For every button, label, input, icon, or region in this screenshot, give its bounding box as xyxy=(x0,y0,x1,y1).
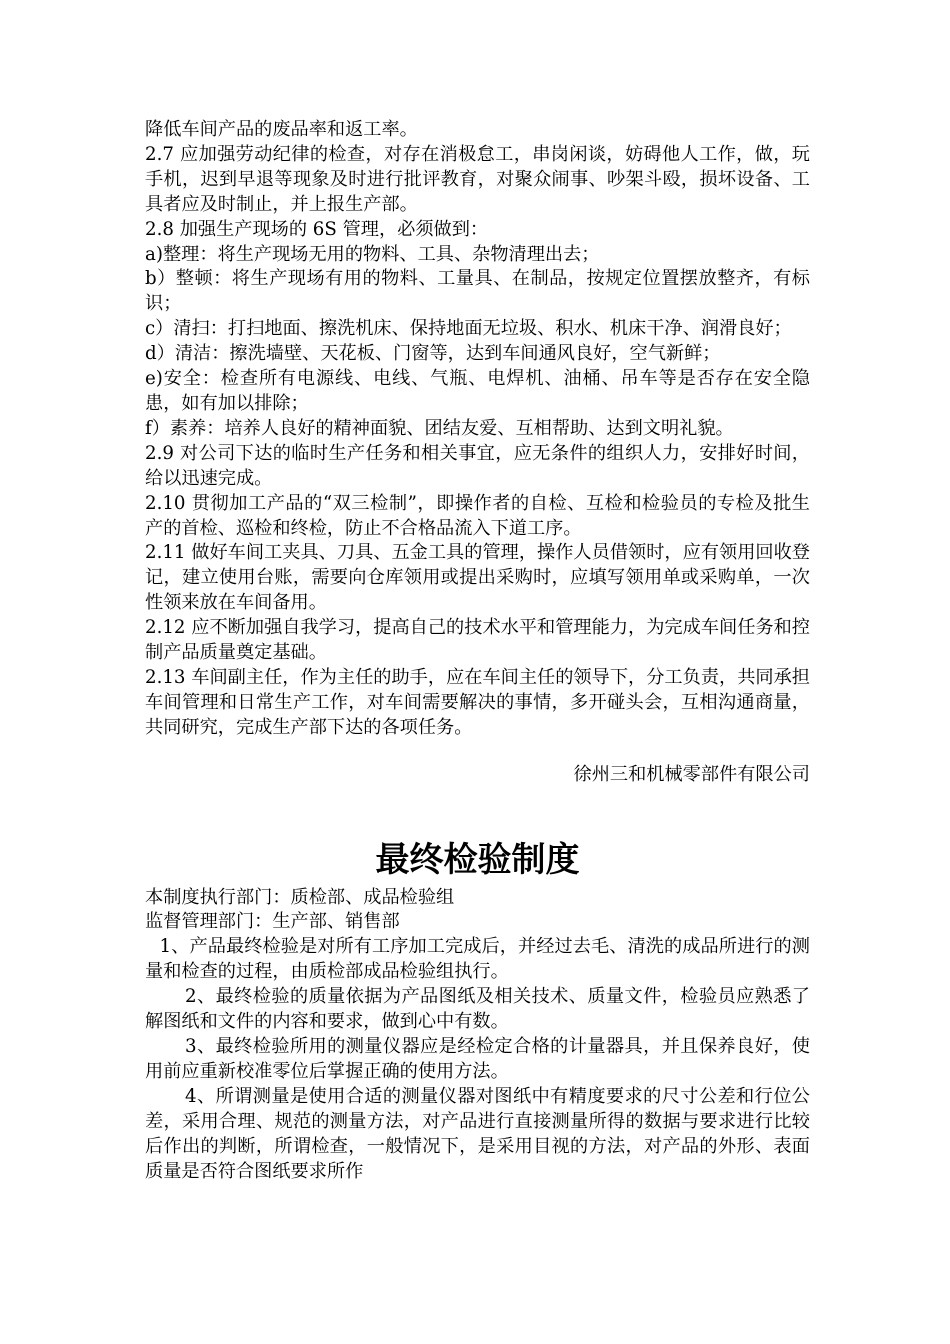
inspection-item-3: 3、最终检验所用的测量仪器应是经检定合格的计量器具，并且保养良好，使用前应重新校准零位后掌握正确的使用方法。 xyxy=(145,1036,810,1082)
paragraph-2-9: 2.9 对公司下达的临时生产任务和相关事宜，应无条件的组织人力，安排好时间，给以迅速完成。 xyxy=(145,442,810,489)
company-signature: 徐州三和机械零部件有限公司 xyxy=(573,763,810,785)
paragraph-2-8-b: b）整顿：将生产现场有用的物料、工量具、在制品，按规定位置摆放整齐，有标识； xyxy=(145,268,810,315)
paragraph-2-6-end: 降低车间产品的废品率和返工率。 xyxy=(145,119,418,140)
paragraph-2-8-a: a)整理：将生产现场无用的物料、工具、杂物清理出去； xyxy=(145,243,600,265)
section-title: 最终检验制度 xyxy=(375,839,580,880)
paragraph-2-8-e: e)安全：检查所有电源线、电线、气瓶、电焊机、油桶、吊车等是否存在安全隐患，如有加以排除； xyxy=(145,368,810,414)
paragraph-2-10: 2.10 贯彻加工产品的“双三检制”，即操作者的自检、互检和检验员的专检及批生产的首检、巡检和终检，防止不合格品流入下道工序。 xyxy=(145,492,810,539)
paragraph-2-8: 2.8 加强生产现场的 6S 管理，必须做到： xyxy=(145,218,489,240)
document-page xyxy=(145,118,810,1184)
inspection-item-4: 4、所谓测量是使用合适的测量仪器对图纸中有精度要求的尺寸公差和行位公差，采用合理、规范的测量方法，对产品进行直接测量所得的数据与要求进行比较后作出的判断，所谓检查，一般情况下，是采用目视的方法，对产品的外形、表面质量是否符合图纸要求所作 xyxy=(145,1085,810,1182)
paragraph-2-7: 2.7 应加强劳动纪律的检查，对存在消极怠工，串岗闲谈，妨碍他人工作，做，玩手机，迟到早退等现象及时进行批评教育，对聚众闹事、吵架斗殴，损坏设备、工具者应及时制止，并上报生产部。 xyxy=(145,143,810,215)
paragraph-2-8-d: d）清洁：擦洗墙壁、天花板、门窗等，达到车间通风良好，空气新鲜； xyxy=(145,343,721,365)
paragraph-2-8-f: f）素养：培养人良好的精神面貌、团结友爱、互相帮助、达到文明礼貌。 xyxy=(145,417,734,439)
inspection-item-1: 1、产品最终检验是对所有工序加工完成后，并经过去毛、清洗的成品所进行的测量和检查的过程，由质检部成品检验组执行。 xyxy=(145,936,810,983)
paragraph-2-8-c: c）清扫：打扫地面、擦洗机床、保持地面无垃圾、积水、机床干净、润滑良好； xyxy=(145,318,792,340)
paragraph-2-13: 2.13 车间副主任，作为主任的助手，应在车间主任的领导下，分工负责，共同承担车间管理和日常生产工作，对车间需要解决的事情，多开碰头会，互相沟通商量，共同研究，完成生产部下达的各项任务。 xyxy=(145,666,810,738)
supervise-department: 监督管理部门：生产部、销售部 xyxy=(145,911,400,933)
paragraph-2-12: 2.12 应不断加强自我学习，提高自己的技术水平和管理能力，为完成车间任务和控制产品质量奠定基础。 xyxy=(145,617,810,664)
inspection-item-2: 2、最终检验的质量依据为产品图纸及相关技术、质量文件，检验员应熟悉了解图纸和文件的内容和要求，做到心中有数。 xyxy=(145,986,810,1033)
paragraph-2-11: 2.11 做好车间工夹具、刀具、五金工具的管理，操作人员借领时，应有领用回收登记，建立使用台账，需要向仓库领用或提出采购时，应填写领用单或采购单，一次性领来放在车间备用。 xyxy=(145,542,810,614)
exec-department: 本制度执行部门：质检部、成品检验组 xyxy=(145,886,455,908)
